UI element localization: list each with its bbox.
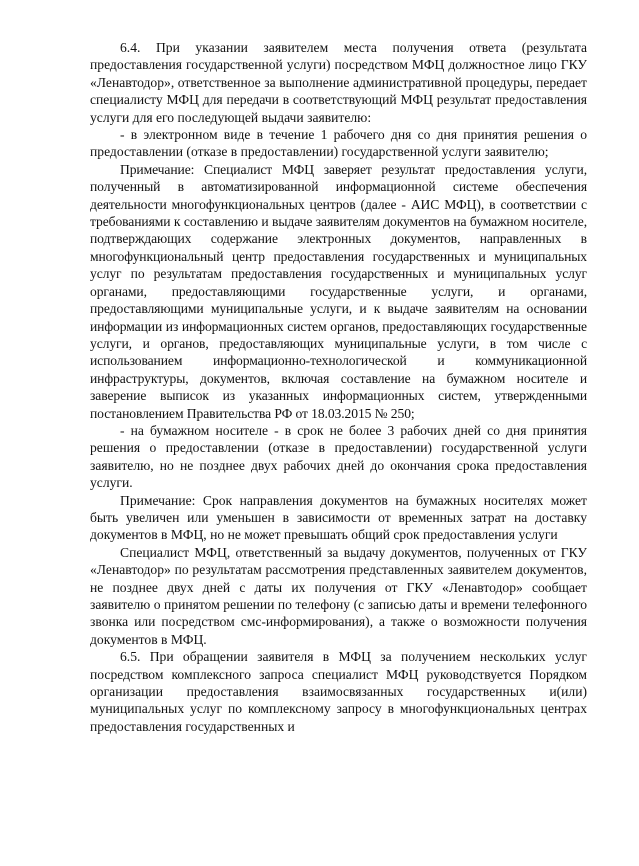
paragraph-6-4: 6.4. При указании заявителем места получения ответа (результата предоставления государственной услуги) посредством МФЦ должностное лицо ГКУ «Ленавтодор», ответственное за выполнение административной процедуры, передает специалисту МФЦ для передачи в соответствующий МФЦ результат предоставления услуги для его последующей выдачи заявителю: bbox=[90, 40, 587, 125]
paragraph-paper-delivery: - на бумажном носителе - в срок не более 3 рабочих дней со дня принятия решения о предоставлении (отказе в предоставлении) государственной услуги заявителю, но не позднее двух рабочих дней до окончания срока предоставления услуги. bbox=[90, 422, 587, 491]
paragraph-6-5: 6.5. При обращении заявителя в МФЦ за получением нескольких услуг посредством комплексного запроса специалист МФЦ руководствуется Порядком организации предоставления взаимосвязанных государственных и(или) муниципальных услуг по комплексному запросу в многофункциональных центрах предоставления государственных и bbox=[90, 649, 587, 734]
document-body bbox=[90, 39, 587, 735]
paragraph-electronic-delivery: - в электронном виде в течение 1 рабочего дня со дня принятия решения о предоставлении (отказе в предоставлении) государственной услуги заявителю; bbox=[90, 127, 587, 160]
paragraph-note-paper-terms: Примечание: Срок направления документов на бумажных носителях может быть увеличен или уменьшен в зависимости от временных затрат на доставку документов в МФЦ, но не может превышать общий срок предоставления услуги bbox=[90, 492, 587, 543]
paragraph-note-ais-mfc: Примечание: Специалист МФЦ заверяет результат предоставления услуги, полученный в автоматизированной информационной системе обеспечения деятельности многофункциональных центров (далее - АИС МФЦ), в соответствии с требованиями к составлению и выдаче заявителям документов на бумажном носителе, подтверждающих содержание электронных документов, направленных в многофункциональный центр предоставления государственных и муниципальных услуг по результатам предоставления государственных и муниципальных услуг органами, предоставляющими государственные услуги, и органами, предоставляющими муниципальные услуги, и к выдаче заявителям на основании информации из информационных систем органов, предоставляющих государственные услуги, и органов, предоставляющих муниципальные услуги, в том числе с использованием информационно-технологической и коммуникационной инфраструктуры, документов, включая составление на бумажном носителе и заверение выписок из указанных информационных систем, утвержденными постановлением Правительства РФ от 18.03.2015 № 250; bbox=[90, 161, 587, 421]
paragraph-mfc-specialist: Специалист МФЦ, ответственный за выдачу документов, полученных от ГКУ «Ленавтодор» по результатам рассмотрения представленных заявителем документов, не позднее двух дней с даты их получения от ГКУ «Ленавтодор» сообщает заявителю о принятом решении по телефону (с записью даты и времени телефонного звонка или посредством смс-информирования), а также о возможности получения документов в МФЦ. bbox=[90, 544, 587, 647]
